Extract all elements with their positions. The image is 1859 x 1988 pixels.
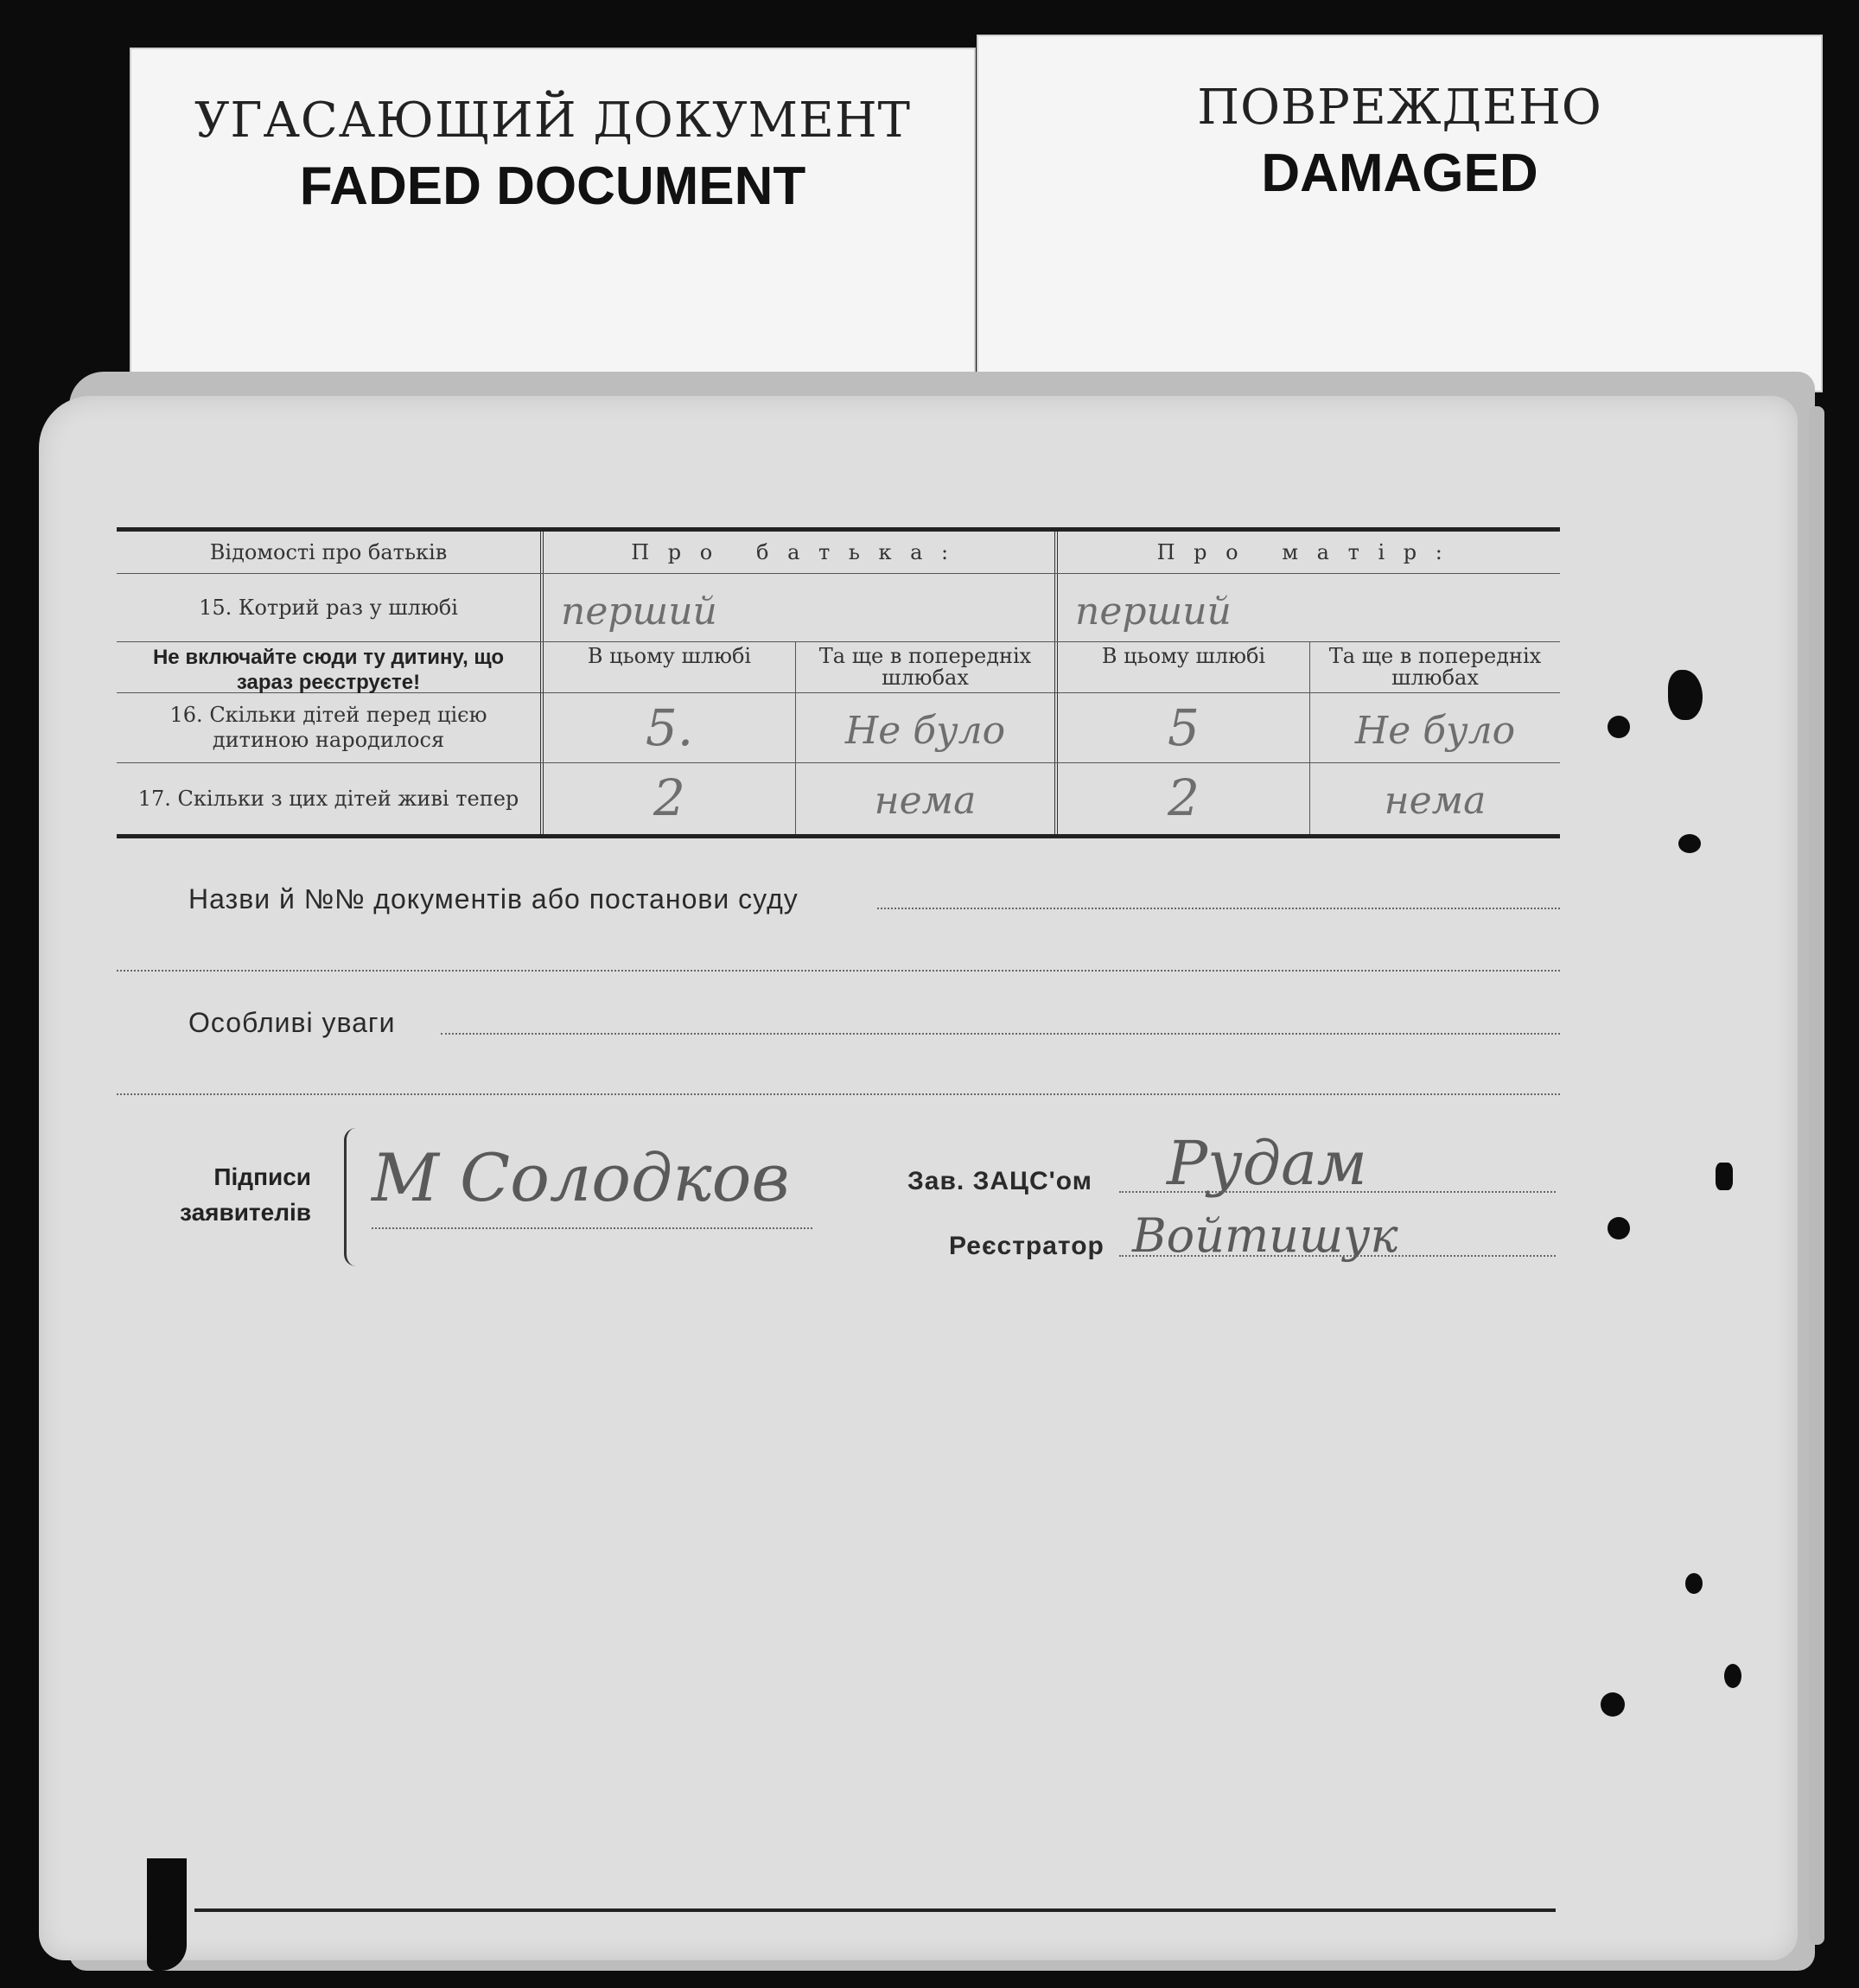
row17-father-prev-cell: [795, 763, 1054, 834]
applicant-signatures-label: [156, 1160, 311, 1230]
punch-hole: [1601, 1692, 1625, 1717]
registrar-signature: Войтишук: [1132, 1208, 1398, 1263]
row16-father-prev-cell: [795, 693, 1054, 762]
table-subheader-row: [117, 642, 1560, 693]
row16-mother-this-cell: [1054, 693, 1309, 762]
row17-mother-prev-cell: [1309, 763, 1560, 834]
row15-mother-cell: [1054, 574, 1560, 641]
row15-father-cell: [540, 574, 1054, 641]
damaged-card-russian-text: ПОВРЕЖДЕНО: [1197, 80, 1602, 136]
table-header-row: [117, 532, 1560, 574]
row16-mother-prev-cell: [1309, 693, 1560, 762]
subheader-warning: Не включайте сюди ту дитину, що зараз реєструєте!: [152, 646, 505, 694]
row17-father-this: 2: [653, 768, 685, 827]
documents-line-2: [117, 970, 1560, 972]
torn-corner: [147, 1858, 187, 1971]
header-mother: Про матір:: [1054, 532, 1560, 573]
documents-label: Назви й №№ документів або постанови суду: [188, 883, 799, 914]
row17-mother-this: 2: [1168, 768, 1200, 827]
row16-mother-this: 5: [1168, 698, 1200, 757]
row16-label: 16. Скільки дітей перед цією дитиною народилося: [169, 703, 487, 752]
row16-mother-prev: Не було: [1354, 709, 1516, 753]
footer-rule: [194, 1908, 1556, 1912]
damage-hole: [1678, 834, 1701, 853]
zags-head-signature: Рудам: [1167, 1128, 1367, 1199]
zags-head-label: Зав. ЗАЦС'ом: [907, 1167, 1092, 1195]
faded-card-russian-text: УГАСАЮЩИЙ ДОКУМЕНТ: [194, 92, 912, 149]
row16-father-this-cell: [540, 693, 795, 762]
row15-father-value: перший: [561, 589, 717, 634]
row17-father-this-cell: [540, 763, 795, 834]
damaged-card-english-text: DAMAGED: [1261, 143, 1538, 203]
applicant-signature-line: [372, 1227, 812, 1229]
subheader-mother-this-marriage: В цьому шлюбі: [1054, 642, 1309, 699]
punch-hole: [1608, 1217, 1630, 1239]
row16-father-prev: Не було: [844, 709, 1006, 753]
zags-head-line: [1119, 1191, 1556, 1193]
row17-father-prev: нема: [874, 779, 977, 823]
parents-info-table: [117, 527, 1560, 838]
remarks-line-1: [441, 1033, 1560, 1035]
row17-label: 17. Скільки з цих дітей живі тепер: [137, 786, 519, 811]
signatures-brace: [344, 1128, 362, 1266]
header-father: Про батька:: [540, 532, 1054, 573]
damage-hole: [1685, 1573, 1703, 1594]
signatures-label-line-2: заявителів: [180, 1198, 311, 1226]
punch-hole: [1608, 716, 1630, 738]
registrar-label: Реєстратор: [949, 1232, 1105, 1260]
faded-card-english-text: FADED DOCUMENT: [299, 156, 806, 216]
damage-hole: [1724, 1664, 1741, 1688]
table-row-16: [117, 693, 1560, 763]
subheader-mother-previous: Та ще в попередніх шлюбах: [1309, 642, 1560, 699]
row15-label: 15. Котрий раз у шлюбі: [199, 595, 458, 620]
row16-father-this: 5.: [645, 698, 694, 757]
registrar-line: [1119, 1255, 1556, 1257]
subheader-father-this-marriage: В цьому шлюбі: [540, 642, 795, 699]
row15-mother-value: перший: [1075, 589, 1232, 634]
signatures-label-line-1: Підписи: [213, 1163, 311, 1190]
row17-mother-this-cell: [1054, 763, 1309, 834]
sheet-stack-edge: [1809, 406, 1824, 1945]
remarks-label: Особливі уваги: [188, 1007, 396, 1038]
applicant-signature: М Солодков: [372, 1139, 790, 1216]
subheader-father-previous: Та ще в попередніх шлюбах: [795, 642, 1054, 699]
table-row-17: [117, 763, 1560, 834]
header-parents-info: Відомості про батьків: [209, 540, 448, 564]
table-row-15: [117, 574, 1560, 642]
remarks-line-2: [117, 1093, 1560, 1095]
faded-document-card: [130, 48, 976, 388]
damage-hole: [1716, 1163, 1733, 1190]
row17-mother-prev: нема: [1384, 779, 1487, 823]
documents-line-1: [877, 908, 1560, 909]
damaged-document-card: [977, 35, 1823, 392]
